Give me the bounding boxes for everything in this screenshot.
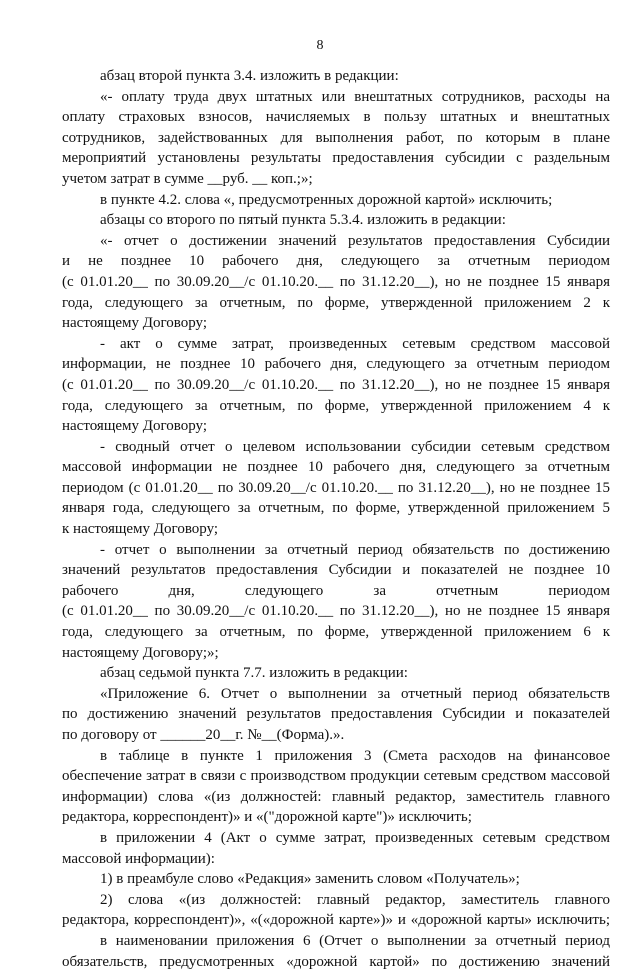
text-line: и не позднее 10 рабочего дня, следующего за отчетным периодом — [62, 253, 610, 270]
text-line: к настоящему Договору; — [62, 521, 219, 538]
text-line: значений результатов предоставления Субсидии и показателей не позднее 10 — [62, 562, 610, 579]
page-number: 8 — [316, 38, 324, 53]
text-line: периодом (с 01.01.20__ по 30.09.20__/с 01.10.20.__ по 31.12.20__), но не позднее 15 — [62, 479, 610, 496]
text-line: (с 01.01.20__ по 30.09.20__/с 01.10.20.__ по 31.12.20__), но не позднее 15 января — [62, 603, 610, 620]
text-line: в наименовании приложения 6 (Отчет о выполнении за отчетный период — [100, 932, 610, 949]
text-line: абзацы со второго по пятый пункта 5.3.4. изложить в редакции: — [100, 212, 506, 229]
text-line: настоящему Договору; — [62, 315, 208, 332]
text-line: рабочего дня, следующего за отчетным периодом — [62, 582, 610, 599]
text-line: обязательств, предусмотренных «дорожной картой» по достижению значений — [62, 953, 610, 970]
text-line: массовой информации не позднее 10 рабочего дня, следующего за отчетным — [62, 459, 610, 476]
text-line: по достижению значений результатов предоставления Субсидии и показателей — [62, 706, 610, 723]
text-line: «- отчет о достижении значений результатов предоставления Субсидии — [100, 232, 610, 249]
text-line: мероприятий установлены результаты предоставления субсидии с раздельным — [62, 150, 610, 167]
text-line: информации) слова «(из должностей: главный редактор, заместитель главного — [62, 788, 610, 805]
text-line: января года, следующего за отчетным, по форме, утвержденной приложением 5 — [62, 500, 610, 517]
text-line: «- оплату труда двух штатных или внештатных сотрудников, расходы на — [100, 88, 610, 105]
text-line: в пункте 4.2. слова «, предусмотренных дорожной картой» исключить; — [100, 191, 553, 208]
text-line: настоящему Договору;»; — [62, 644, 219, 661]
text-line: в таблице в пункте 1 приложения 3 (Смета расходов на финансовое — [100, 747, 610, 764]
text-line: оплату страховых взносов, начисляемых в пользу штатных и внештатных — [62, 109, 610, 126]
text-line: массовой информации): — [62, 850, 215, 867]
text-line: по договору от ______20__г. №__(Форма).». — [62, 727, 345, 743]
text-line: редактора, корреспондент)» и «("дорожной карте")» исключить; — [62, 809, 472, 826]
text-line: сотрудников, задействованных для выполнения работ, по которым в плане — [62, 129, 610, 146]
text-line: года, следующего за отчетным, по форме, утвержденной приложением 2 к — [62, 294, 610, 311]
text-line: «Приложение 6. Отчет о выполнении за отчетный период обязательств — [100, 685, 610, 702]
text-line: - акт о сумме затрат, произведенных сетевым средством массовой — [100, 335, 610, 352]
text-line: обеспечение затрат в связи с производством продукции сетевым средством массовой — [62, 768, 610, 785]
text-line: 2) слова «(из должностей: главный редактор, заместитель главного — [100, 891, 610, 908]
text-line: редактора, корреспондент)», «(«дорожной карте»)» и «дорожной карты» исключить; — [62, 912, 610, 929]
text-line: в приложении 4 (Акт о сумме затрат, произведенных сетевым средством — [100, 829, 610, 846]
text-line: абзац седьмой пункта 7.7. изложить в редакции: — [100, 665, 408, 682]
text-line: - отчет о выполнении за отчетный период обязательств по достижению — [100, 541, 610, 558]
document-body — [62, 66, 610, 972]
text-line: 1) в преамбуле слово «Редакция» заменить словом «Получатель»; — [100, 871, 520, 888]
text-line: абзац второй пункта 3.4. изложить в редакции: — [100, 68, 399, 84]
text-line: года, следующего за отчетным, по форме, утвержденной приложением 4 к — [62, 397, 610, 414]
text-line: настоящему Договору; — [62, 418, 208, 435]
text-line: (с 01.01.20__ по 30.09.20__/с 01.10.20.__ по 31.12.20__), но не позднее 15 января — [62, 376, 610, 393]
text-line: информации, не позднее 10 рабочего дня, следующего за отчетным периодом — [62, 356, 610, 373]
text-line: - сводный отчет о целевом использовании субсидии сетевым средством — [100, 438, 610, 455]
text-line: года, следующего за отчетным, по форме, утвержденной приложением 6 к — [62, 624, 610, 641]
text-line: учетом затрат в сумме __руб. __ коп.;»; — [62, 170, 313, 187]
text-line: (с 01.01.20__ по 30.09.20__/с 01.10.20.__ по 31.12.20__), но не позднее 15 января — [62, 273, 610, 290]
